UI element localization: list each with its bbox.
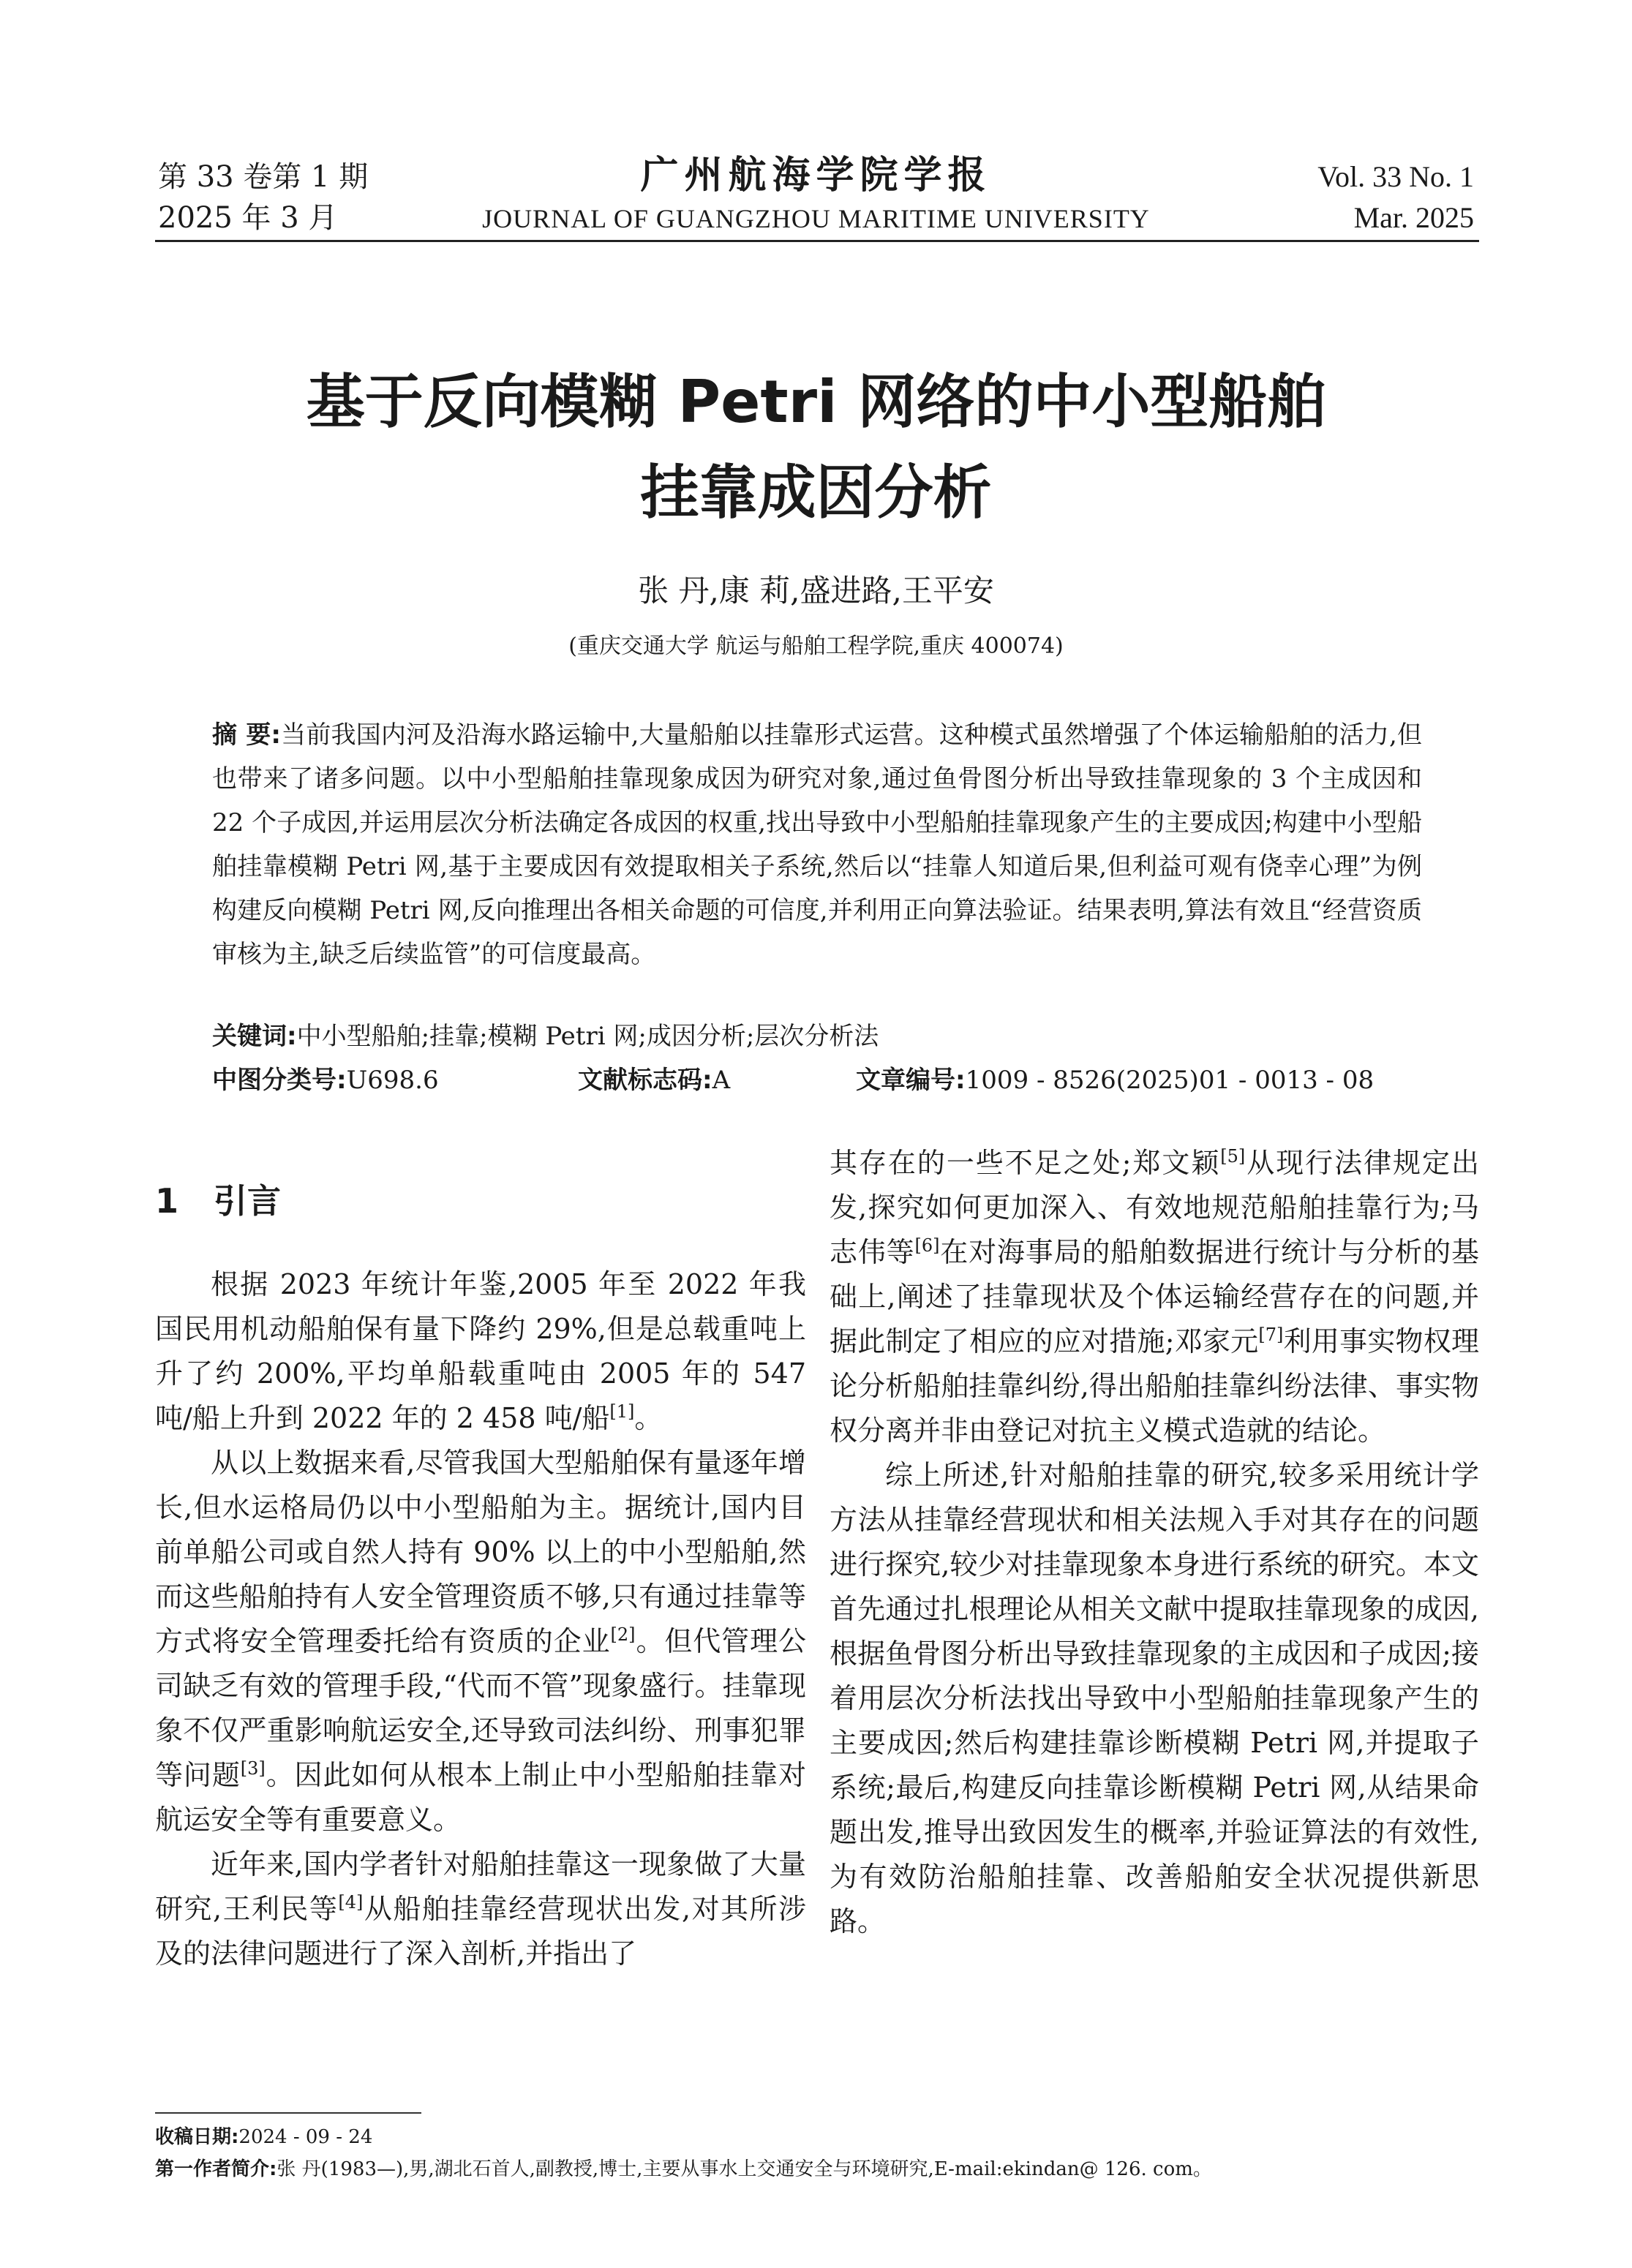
- text-run: 其存在的一些不足之处;郑文颖: [830, 1147, 1221, 1179]
- citation: [2]: [610, 1624, 636, 1645]
- clc-value: U698.6: [346, 1066, 439, 1095]
- clc-label: 中图分类号:: [212, 1066, 347, 1095]
- citation: [5]: [1220, 1146, 1246, 1167]
- text-run: 。但代管理公司缺乏有效的管理手段,“代而不管”现象盛行。挂靠现象不仅严重影响航运安全,还导致司法纠纷、刑事犯罪等问题: [155, 1625, 806, 1791]
- body-column-right: [830, 1141, 1479, 1944]
- abstract-label: 摘 要:: [212, 720, 281, 750]
- paragraph: [155, 1441, 806, 1842]
- citation: [3]: [240, 1758, 266, 1779]
- keywords-label: 关键词:: [212, 1022, 297, 1051]
- body-column-left: [155, 1262, 806, 1976]
- header-volume-issue: 第 33 卷第 1 期: [158, 160, 369, 194]
- paper-title: [0, 357, 1632, 538]
- paper-title-line1: 基于反向模糊 Petri 网络的中小型船舶: [306, 368, 1326, 436]
- author-bio-value: 张 丹(1983—),男,湖北石首人,副教授,博士,主要从事水上交通安全与环境研究,E-mail:ekindan@ 126. com。: [277, 2158, 1212, 2180]
- document-code: [578, 1061, 730, 1099]
- header-volume-en: [1317, 157, 1474, 238]
- text-run: 在对海事局的船舶数据进行统计与分析的基础上,阐述了挂靠现状及个体运输经营存在的问题,并据此制定了相应的应对措施;邓家元: [830, 1236, 1479, 1357]
- citation: [6]: [914, 1235, 940, 1256]
- text-run: 从船舶挂靠经营现状出发,对其所涉及的法律问题进行了深入剖析,并指出了: [155, 1893, 806, 1970]
- footnotes: [155, 2121, 1479, 2185]
- journal-title-cn: 广州航海学院学报: [640, 153, 992, 197]
- header-volume-issue-en: Vol. 33 No. 1: [1317, 160, 1474, 193]
- received-value: 2024 - 09 - 24: [238, 2126, 373, 2148]
- abstract: [212, 713, 1422, 976]
- header-date-en: Mar. 2025: [1353, 201, 1474, 234]
- paragraph: [830, 1141, 1479, 1453]
- doc-label: 文献标志码:: [578, 1066, 712, 1095]
- text-run: 近年来,国内学者针对船舶挂靠这一现象做了大量研究,王利民等: [155, 1848, 806, 1925]
- citation: [1]: [609, 1401, 635, 1422]
- footnote-author: [155, 2153, 1479, 2185]
- text-run: 根据 2023 年统计年鉴,2005 年至 2022 年我国民用机动船舶保有量下降约 29%,但是总载重吨上升了约 200%,平均单船载重吨由 2005 年的 547 吨/船上升到 2022 年的 2 458 吨/船: [155, 1268, 806, 1434]
- header-date: 2025 年 3 月: [158, 201, 338, 235]
- keywords-text: 中小型船舶;挂靠;模糊 Petri 网;成因分析;层次分析法: [296, 1022, 879, 1051]
- paragraph: [155, 1262, 806, 1441]
- section-number: 1: [155, 1181, 179, 1221]
- paragraph: 综上所述,针对船舶挂靠的研究,较多采用统计学方法从挂靠经营现状和相关法规入手对其存在的问题进行探究,较少对挂靠现象本身进行系统的研究。本文首先通过扎根理论从相关文献中提取挂靠现象的成因,根据鱼骨图分析出导致挂靠现象的主成因和子成因;接着用层次分析法找出导致中小型船舶挂靠现象产生的主要成因;然后构建挂靠诊断模糊 Petri 网,并提取子系统;最后,构建反向挂靠诊断模糊 Petri 网,从结果命题出发,推导出致因发生的概率,并验证算法的有效性,为有效防治船舶挂靠、改善船舶安全状况提供新思路。: [830, 1459, 1479, 1937]
- clc-number: [212, 1061, 439, 1099]
- journal-title-en: JOURNAL OF GUANGZHOU MARITIME UNIVERSITY: [482, 204, 1150, 233]
- text-run: 利用事实物权理论分析船舶挂靠纠纷,得出船舶挂靠纠纷法律、事实物权分离并非由登记对抗主义模式造就的结论。: [830, 1325, 1479, 1447]
- affiliation: (重庆交通大学 航运与船舶工程学院,重庆 400074): [568, 633, 1064, 659]
- text-run: 从现行法律规定出发,探究如何更加深入、有效地规范船舶挂靠行为;马志伟等: [830, 1147, 1479, 1268]
- abstract-text: 当前我国内河及沿海水路运输中,大量船舶以挂靠形式运营。这种模式虽然增强了个体运输船舶的活力,但也带来了诸多问题。以中小型船舶挂靠现象成因为研究对象,通过鱼骨图分析出导致挂靠现象的 3 个主成因和 22 个子成因,并运用层次分析法确定各成因的权重,找出导致中小型船舶挂靠现象产生的主要成因;构建中小型船舶挂靠模糊 Petri 网,基于主要成因有效提取相关子系统,然后以“挂靠人知道后果,但利益可观有侥幸心理”为例构建反向模糊 Petri 网,反向推理出各相关命题的可信度,并利用正向算法验证。结果表明,算法有效且“经营资质审核为主,缺乏后续监管”的可信度最高。: [212, 720, 1422, 969]
- article-number: [856, 1061, 1374, 1099]
- footnote-divider: [155, 2112, 421, 2114]
- header-divider: [155, 240, 1479, 242]
- citation: [4]: [338, 1892, 364, 1913]
- author-bio-label: 第一作者简介:: [155, 2158, 277, 2180]
- article-value: 1009 - 8526(2025)01 - 0013 - 08: [965, 1066, 1375, 1095]
- text-run: 。因此如何从根本上制止中小型船舶挂靠对航运安全等有重要意义。: [155, 1759, 806, 1836]
- section-heading: [155, 1179, 281, 1223]
- doc-value: A: [712, 1066, 731, 1095]
- text-run: 从以上数据来看,尽管我国大型船舶保有量逐年增长,但水运格局仍以中小型船舶为主。据统计,国内目前单船公司或自然人持有 90% 以上的中小型船舶,然而这些船舶持有人安全管理资质不够,只有通过挂靠等方式将安全管理委托给有资质的企业: [155, 1447, 806, 1657]
- section-title: 引言: [214, 1181, 281, 1221]
- author-list: 张 丹,康 莉,盛进路,王平安: [638, 573, 994, 609]
- article-label: 文章编号:: [856, 1066, 966, 1095]
- paragraph: [155, 1842, 806, 1976]
- text-run: 。: [634, 1402, 663, 1434]
- keywords: [212, 1017, 1422, 1055]
- citation: [7]: [1258, 1325, 1284, 1345]
- received-label: 收稿日期:: [155, 2126, 239, 2148]
- footnote-received: [155, 2121, 1479, 2153]
- paper-title-line2: 挂靠成因分析: [640, 459, 992, 527]
